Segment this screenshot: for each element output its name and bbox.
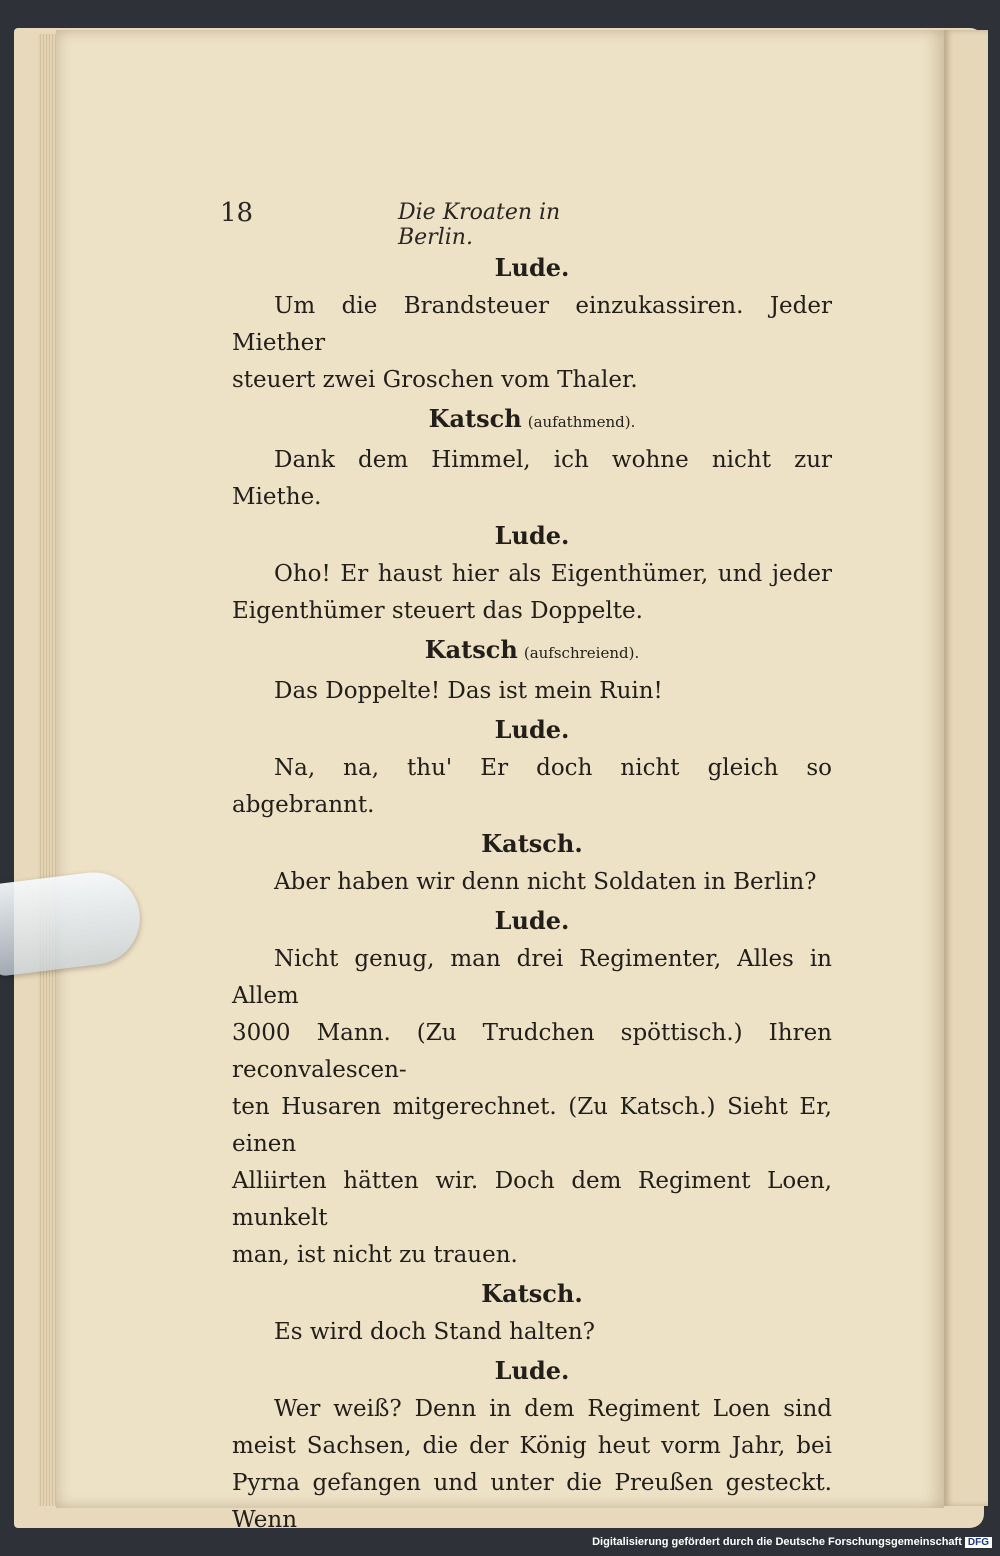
- speaker-heading: Lude.: [494, 1356, 570, 1385]
- dialogue-line: Dank dem Himmel, ich wohne nicht zur Miethe.: [232, 447, 832, 510]
- dialogue-line: Na, na, thu' Er doch nicht gleich so abgebrannt.: [232, 755, 832, 818]
- speaker-heading: Katsch.: [481, 829, 583, 858]
- page-header: [220, 198, 640, 250]
- dialogue-line: Oho! Er haust hier als Eigenthümer, und jeder: [274, 561, 832, 587]
- speaker-heading: Katsch.: [481, 1279, 583, 1308]
- page-number: 18: [220, 198, 254, 228]
- running-title: Die Kroaten in Berlin.: [398, 200, 561, 250]
- next-page-edge: [944, 30, 988, 1506]
- dialogue-line: Eigenthümer steuert das Doppelte.: [232, 598, 643, 624]
- dialogue-line: Es wird doch Stand halten?: [274, 1319, 595, 1345]
- digitization-credit: [592, 1536, 992, 1548]
- speaker-heading: Lude.: [494, 715, 570, 744]
- stage-direction: (aufschreiend).: [523, 644, 640, 662]
- dfg-logo: DFG: [965, 1537, 992, 1548]
- speaker-heading: Katsch (aufathmend).: [428, 404, 636, 433]
- speaker-heading: Lude.: [494, 521, 570, 550]
- dialogue-line: Nicht genug, man drei Regimenter, Alles in Allem: [232, 946, 832, 1009]
- credit-text: Digitalisierung gefördert durch die Deutsche Forschungsgemeinschaft: [592, 1536, 962, 1548]
- stage-direction: (aufathmend).: [527, 413, 636, 431]
- dialogue-line: Aber haben wir denn nicht Soldaten in Berlin?: [274, 869, 817, 895]
- dialogue-line: Um die Brandsteuer einzukassiren. Jeder Miether: [232, 293, 832, 356]
- speaker-heading: Lude.: [494, 906, 570, 935]
- speaker-heading: Katsch (aufschreiend).: [424, 635, 640, 664]
- dialogue-line: Das Doppelte! Das ist mein Ruin!: [274, 678, 663, 704]
- speaker-heading: Lude.: [494, 253, 570, 282]
- dialogue-line: man, ist nicht zu trauen.: [232, 1242, 518, 1268]
- play-text: [232, 248, 832, 1539]
- dialogue-line: meist Sachsen, die der König heut vorm Jahr, bei: [232, 1433, 832, 1459]
- dialogue-line: 3000 Mann. (Zu Trudchen spöttisch.) Ihren reconvalescen-: [232, 1020, 832, 1083]
- dialogue-line: Wer weiß? Denn in dem Regiment Loen sind: [274, 1396, 832, 1422]
- dialogue-line: Pyrna gefangen und unter die Preußen gesteckt. Wenn: [232, 1470, 832, 1533]
- page-stack-edge: [38, 34, 58, 1506]
- dialogue-line: Alliirten hätten wir. Doch dem Regiment Loen, munkelt: [232, 1168, 832, 1231]
- dialogue-line: steuert zwei Groschen vom Thaler.: [232, 367, 638, 393]
- dialogue-line: ten Husaren mitgerechnet. (Zu Katsch.) Sieht Er, einen: [232, 1094, 832, 1157]
